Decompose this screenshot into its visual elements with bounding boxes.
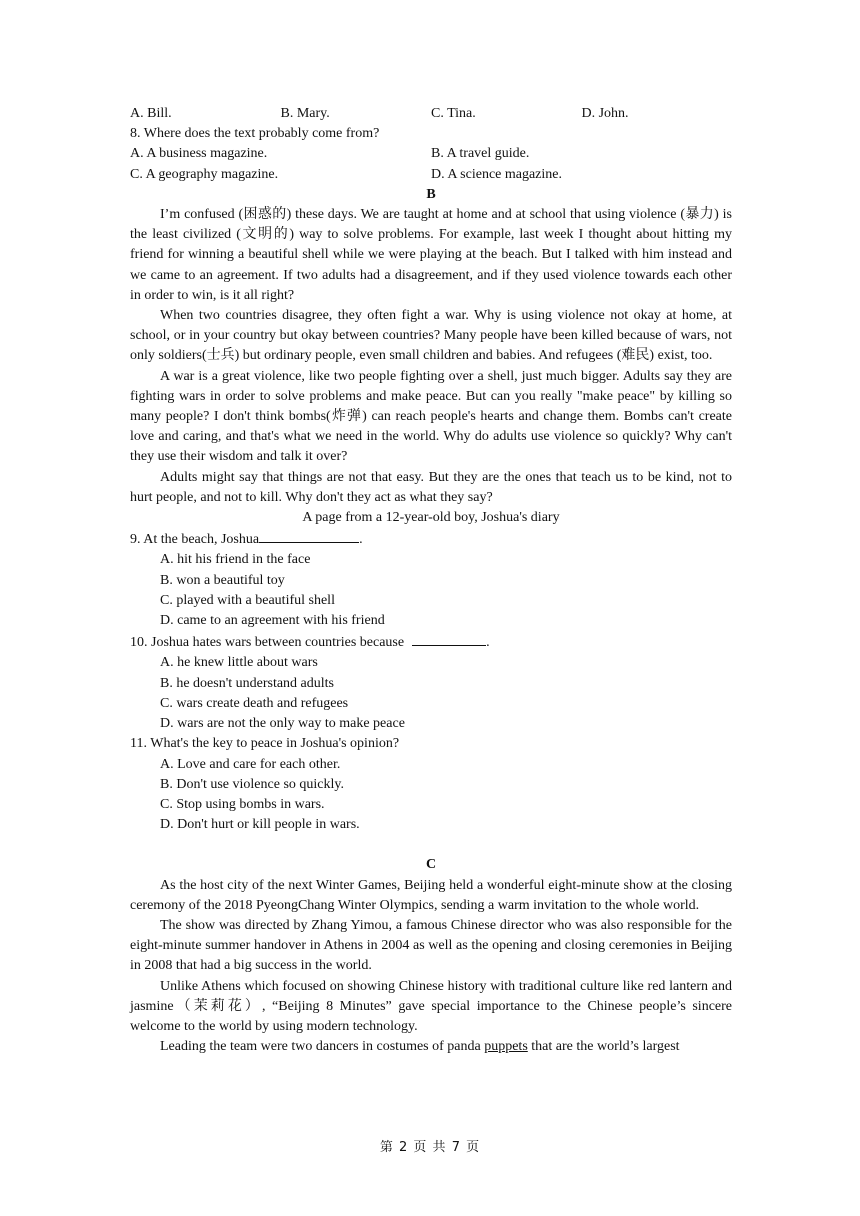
passage-c-paragraph: The show was directed by Zhang Yimou, a famous Chinese director who was also responsible for the eight-minute summer handover in Athens in 2004 as well as the opening and closing ceremonies in Beijing in 2008 that had a big success in the world.: [130, 917, 732, 974]
option-c[interactable]: C. A geography magazine.: [130, 166, 279, 182]
q10-stem: 10. Joshua hates wars between countries because: [130, 635, 405, 651]
option-b[interactable]: B. A travel guide.: [431, 146, 530, 162]
answer-blank: [412, 631, 486, 646]
passage-b-paragraph: I’m confused (困惑的) these days. We are taught at home and at school that using violence (暴力) is the least civilized (文明的) way to solve problems. For example, last week I thought about hitting my friend for winning a beautiful shell while we were playing at the beach. But I talked with him instead and we came to an agreement. If two adults had a disagreement, and if they used violence towards each other in order to win, is it all right?: [130, 207, 732, 303]
q9: [130, 528, 732, 550]
option-b[interactable]: B. Mary.: [280, 106, 330, 121]
passage-c-heading: C: [425, 857, 437, 873]
passage-b-source: A page from a 12-year-old boy, Joshua's diary: [302, 510, 560, 526]
option-a[interactable]: A. A business magazine.: [130, 146, 268, 162]
q8-options-row-1: [130, 144, 732, 164]
option-b[interactable]: B. won a beautiful toy: [160, 572, 285, 588]
option-a[interactable]: A. Love and care for each other.: [160, 756, 341, 772]
passage-c-paragraph: As the host city of the next Winter Games, Beijing held a wonderful eight-minute show at the closing ceremony of the 2018 PyeongChang Winter Olympics, sending a warm invitation to the whole world.: [130, 877, 732, 913]
q9-end: .: [359, 532, 363, 548]
paragraph-text: that are the world’s largest: [527, 1039, 680, 1055]
option-d[interactable]: D. John.: [581, 106, 629, 121]
option-a[interactable]: A. hit his friend in the face: [160, 552, 311, 568]
option-b[interactable]: B. Don't use violence so quickly.: [160, 776, 344, 792]
q8-question: 8. Where does the text probably come from?: [130, 126, 380, 142]
q10: [130, 631, 732, 653]
option-a[interactable]: A. Bill.: [130, 106, 172, 121]
page-footer: 第 2 页 共 7 页: [379, 1140, 481, 1155]
option-a[interactable]: A. he knew little about wars: [160, 655, 318, 671]
passage-b-paragraph: When two countries disagree, they often fight a war. Why is using violence not okay at home, at school, or in your country but okay between countries? Many people have been killed because of wars, not only soldiers(士兵) but ordinary people, even small children and babies. And refugees (难民) exist, too.: [130, 308, 732, 364]
option-b[interactable]: B. he doesn't understand adults: [160, 675, 334, 691]
underlined-word: puppets: [484, 1039, 528, 1055]
passage-c-paragraph: [130, 1037, 732, 1057]
exam-page-content: [130, 104, 732, 1057]
option-d[interactable]: D. came to an agreement with his friend: [160, 613, 385, 629]
q11-stem: 11. What's the key to peace in Joshua's opinion?: [130, 736, 400, 752]
option-c[interactable]: C. played with a beautiful shell: [160, 592, 335, 608]
passage-b-paragraph: A war is a great violence, like two people fighting over a shell, just much bigger. Adults say they are fighting wars in order to solve problems and make peace. But can you really "make peace" by killing so many people? I don't think bombs(炸弹) can reach people's hearts and change them. Bombs can't create love and caring, and that's what we need in the world. Why do adults use violence so quickly? Why can't they use their wisdom and talk it over?: [130, 368, 732, 465]
passage-b-heading: B: [426, 186, 436, 202]
option-c[interactable]: C. Stop using bombs in wars.: [160, 796, 325, 812]
answer-blank: [259, 528, 359, 543]
option-d[interactable]: D. wars are not the only way to make peace: [160, 716, 405, 732]
q8-options-row-2: [130, 165, 732, 185]
q9-stem: 9. At the beach, Joshua: [130, 532, 260, 548]
option-d[interactable]: D. A science magazine.: [431, 166, 563, 182]
passage-c-paragraph: Unlike Athens which focused on showing Chinese history with traditional culture like red lantern and jasmine（茉莉花）, “Beijing 8 Minutes” gave special importance to the Chinese people’s sincere welcome to the world by using modern technology.: [130, 978, 732, 1034]
q7-options: [130, 104, 732, 124]
option-d[interactable]: D. Don't hurt or kill people in wars.: [160, 817, 360, 833]
paragraph-text: Leading the team were two dancers in costumes of panda: [160, 1039, 485, 1055]
option-c[interactable]: C. Tina.: [431, 106, 476, 121]
passage-b-paragraph: Adults might say that things are not that easy. But they are the ones that teach us to be kind, not to hurt people, and not to kill. Why don't they act as what they say?: [130, 469, 732, 505]
q10-end: .: [486, 635, 490, 651]
option-c[interactable]: C. wars create death and refugees: [160, 695, 349, 711]
